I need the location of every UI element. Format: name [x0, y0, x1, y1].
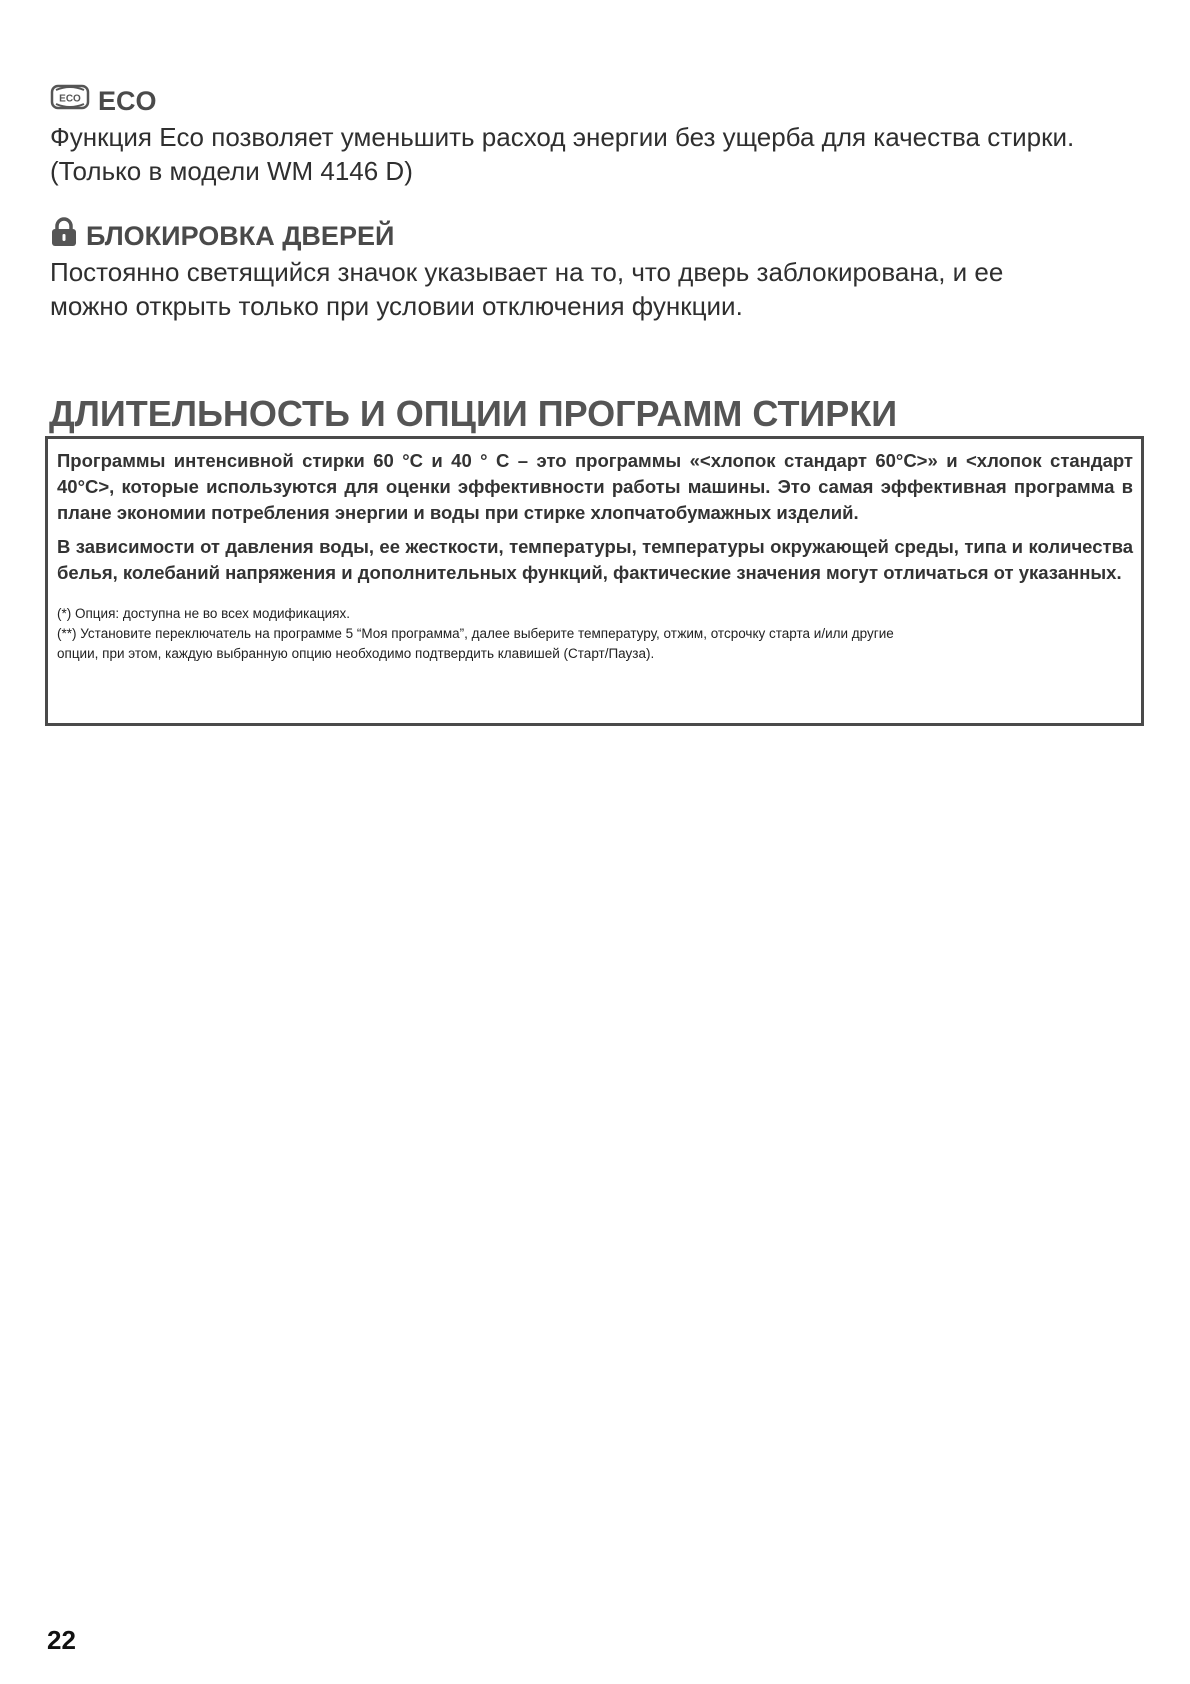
door-lock-description-line: можно открыть только при условии отключения функции.: [50, 291, 743, 321]
footnote-my-program-continued: опции, при этом, каждую выбранную опцию необходимо подтвердить клавишей (Старт/Пауза).: [57, 646, 655, 661]
info-paragraph-actual-values: В зависимости от давления воды, ее жесткости, температуры, температуры окружающей среды, типа и количества белья, колебаний напряжения и дополнительных функций, фактические значения могут отличаться от указанных.: [57, 536, 1133, 583]
door-lock-heading: [50, 219, 1150, 253]
info-paragraph-intensive-programs: Программы интенсивной стирки 60 °С и 40 ° С – это программы «<хлопок стандарт 60°С>» и <хлопок стандарт 40°С>, которые используются для оценки эффективности работы машины. Это самая эффективная программа в плане экономии потребления энергии и воды при стирке хлопчатобумажных изделий.: [57, 450, 1133, 523]
eco-description-line: Функция Eco позволяет уменьшить расход энергии без ущерба для качества стирки.: [50, 122, 1075, 152]
eco-title: ECO: [98, 86, 157, 116]
eco-model-note: (Только в модели WM 4146 D): [50, 156, 413, 186]
page-title: ДЛИТЕЛЬНОСТЬ И ОПЦИИ ПРОГРАММ СТИРКИ: [49, 393, 898, 434]
info-box: [45, 436, 1144, 726]
door-lock-title: БЛОКИРОВКА ДВЕРЕЙ: [86, 221, 395, 251]
eco-icon: [50, 84, 90, 118]
lock-icon: [50, 217, 78, 255]
footnotes: [57, 604, 1133, 664]
eco-section: [50, 84, 1150, 188]
door-lock-description: [50, 255, 1150, 323]
page-number: 22: [47, 1625, 76, 1655]
footnote-my-program: (**) Установите переключатель на программе 5 “Моя программа”, далее выберите температуру, отжим, отсрочку старта и/или другие: [57, 626, 894, 641]
svg-text:ECO: ECO: [59, 93, 81, 105]
eco-heading: [50, 84, 1150, 118]
eco-description: [50, 120, 1150, 188]
door-lock-description-line: Постоянно светящийся значок указывает на то, что дверь заблокирована, и ее: [50, 257, 1004, 287]
footnote-option: (*) Опция: доступна не во всех модификациях.: [57, 606, 350, 621]
door-lock-section: [50, 219, 1150, 323]
